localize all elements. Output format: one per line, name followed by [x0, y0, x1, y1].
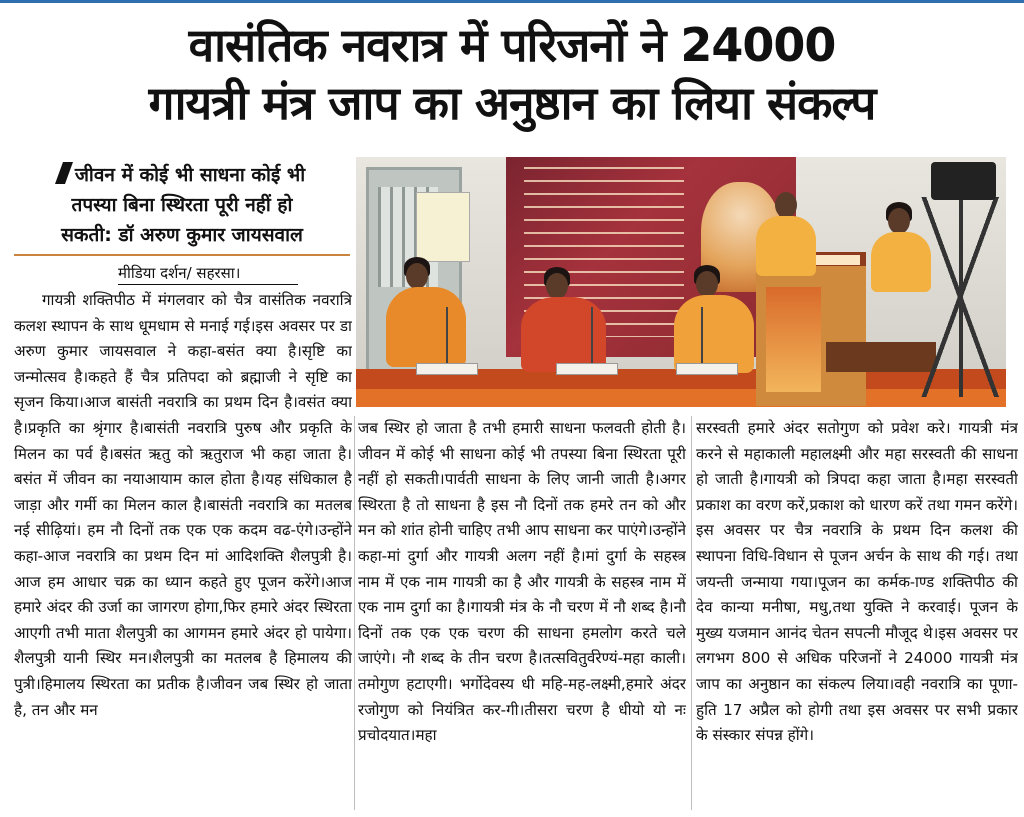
book-icon	[416, 363, 478, 375]
top-accent-line	[0, 0, 1024, 3]
article-column-2	[358, 416, 686, 812]
subhead-line-3: सकती: डॉ अरुण कुमार जायसवाल	[61, 224, 303, 246]
column-3-text: सरस्वती हमारे अंदर सतोगुण को प्रवेश करे। गायत्री मंत्र करने से महाकाली महालक्ष्मी और महा सरस्वती की साधना हो जाती है।गायत्री को त्रिपदा कहा जाता है।महा सरस्वती प्रकाश का वरण करें,प्रकाश को धारण करें तथा गमन करेंगे।इस अवसर पर चैत्र नवरात्रि के प्रथम दिन कलश की स्थापना विधि-विधान से पूजन अर्चन के साथ की गई। तथा जयन्ती जन्माया गया।पूजन का कर्मक-ाण्ड शक्तिपीठ की देव कान्या मनीषा, मधु,तथा युक्ति ने करवाई। पूजन के मुख्य यजमान आनंद चेतन सपत्नी मौजूद थे।इस अवसर पर लगभग 800 से अधिक परिजनों ने 24000 गायत्री मंत्र जाप का अनुष्ठान का संकल्प लिया।वही नवरात्रि का पूणा-हुति 17 अप्रैल को होगी तथा इस अवसर पर सभी प्रकार के संस्कार संपन्न होंगे।	[696, 419, 1018, 745]
tripod-icon	[916, 197, 1006, 397]
podium-poster	[766, 287, 821, 392]
microphone-icon	[591, 307, 593, 367]
column-divider	[354, 416, 355, 810]
column-2-text: जब स्थिर हो जाता है तभी हमारी साधना फलवती होती है।जीवन में कोई भी साधना कोई भी तपस्या बिना स्थिरता पूरी नहीं हो सकती।पार्वती साधना के लिए जानी जाती है।अगर स्थिरता है तो साधना है इस नौ दिनों तक हमरे तन को और मन को शांत होनी चाहिए तभी आप साधना कर पाएंगे।उन्होंने कहा-मां दुर्गा और गायत्री अलग नहीं है।मां दुर्गा के सहस्त्र नाम में एक नाम गायत्री का है और गायत्री के सहस्त्र नाम में एक नाम दुर्गा का है।गायत्री मंत्र के नौ चरण में नौ शब्द है।नौ दिनों तक एक एक चरण की साधना हमलोग करते चले जाएंगे। नौ शब्द के तीन चरण है।तत्सवितुर्वरेण्यं-महा काली।तमोगुण हटाएगी। भर्गोदेवस्य धी महि-मह-लक्ष्मी,हमारे अंदर रजोगुण को नियंत्रित कर-गी।तीसरा चरण है धीयो यो नः प्रचोदयात।महा	[358, 419, 686, 745]
column-divider	[691, 416, 692, 810]
book-icon	[676, 363, 738, 375]
headline-line-1: वासंतिक नवरात्र में परिजनों ने 24000	[188, 18, 836, 72]
column-1-text: गायत्री शक्तिपीठ में मंगलवार को चैत्र वासंतिक नवरात्रि कलश स्थापन के साथ धूमधाम से मनाई गई।इस अवसर पर डा अरुण कुमार जायसवाल ने कहा-बसंत क्या है।सृष्टि का जन्मोत्सव है।कहते हैं चैत्र प्रतिपदा को ब्रह्माजी ने सृष्टि का सृजन किया।आज बासंती नवरात्रि का प्रथम दिन है।वसंत क्या है।प्रकृति का श्रृंगार है।बासंती नवरात्रि पुरुष और प्रकृति के मिलन का पर्व है।बसंत ऋतु को ऋतुराज भी कहा जाता है।बसंत में जीवन का नयाआयाम काल होता है।यह संधिकाल है जाड़ा और गर्मी का मिलन काल है।बासंती नवरात्रि का मतलब नई सीढ़ियां। हम नौ दिनों तक एक एक कदम वढ-एंगे।उन्होंने कहा-आज नवरात्रि का प्रथम दिन मां आदिशक्ति शैलपुत्री है।आज हम आधार चक्र का ध्यान कहते हुए पूजन करेंगे।आज हमारे अंदर की उर्जा का जागरण होगा,फिर हमारे अंदर स्थिरता आएगी तभी माता शैलपुत्री का आगमन हमारे अंदर हो पायेगा। शैलपुत्री यानी स्थिर मन।शैलपुत्री का मतलब है हिमालय की पुत्री।हिमालय स्थिरता का प्रतीक है।जीवन जब स्थिर हो जाता है, तन और मन	[14, 291, 352, 719]
subhead-bar-icon	[55, 162, 73, 184]
photo-floor-cloth	[356, 389, 1006, 407]
microphone-icon	[701, 307, 703, 367]
subheadline	[14, 160, 350, 250]
subhead-line-2: तपस्या बिना स्थिरता पूरी नहीं हो	[71, 194, 293, 216]
book-icon	[556, 363, 618, 375]
article-column-3	[696, 416, 1018, 812]
dateline: मीडिया दर्शन/ सहरसा।	[118, 262, 298, 285]
photo-notice	[416, 192, 470, 262]
event-photo	[356, 157, 1006, 407]
camera-icon	[931, 162, 996, 200]
article-column-1	[14, 288, 352, 812]
microphone-icon	[446, 307, 448, 367]
subhead-divider	[14, 254, 350, 256]
subhead-line-1: जीवन में कोई भी साधना कोई भी	[74, 164, 306, 186]
headline	[0, 16, 1024, 132]
headline-line-2: गायत्री मंत्र जाप का अनुष्ठान का लिया संकल्प	[148, 76, 876, 130]
